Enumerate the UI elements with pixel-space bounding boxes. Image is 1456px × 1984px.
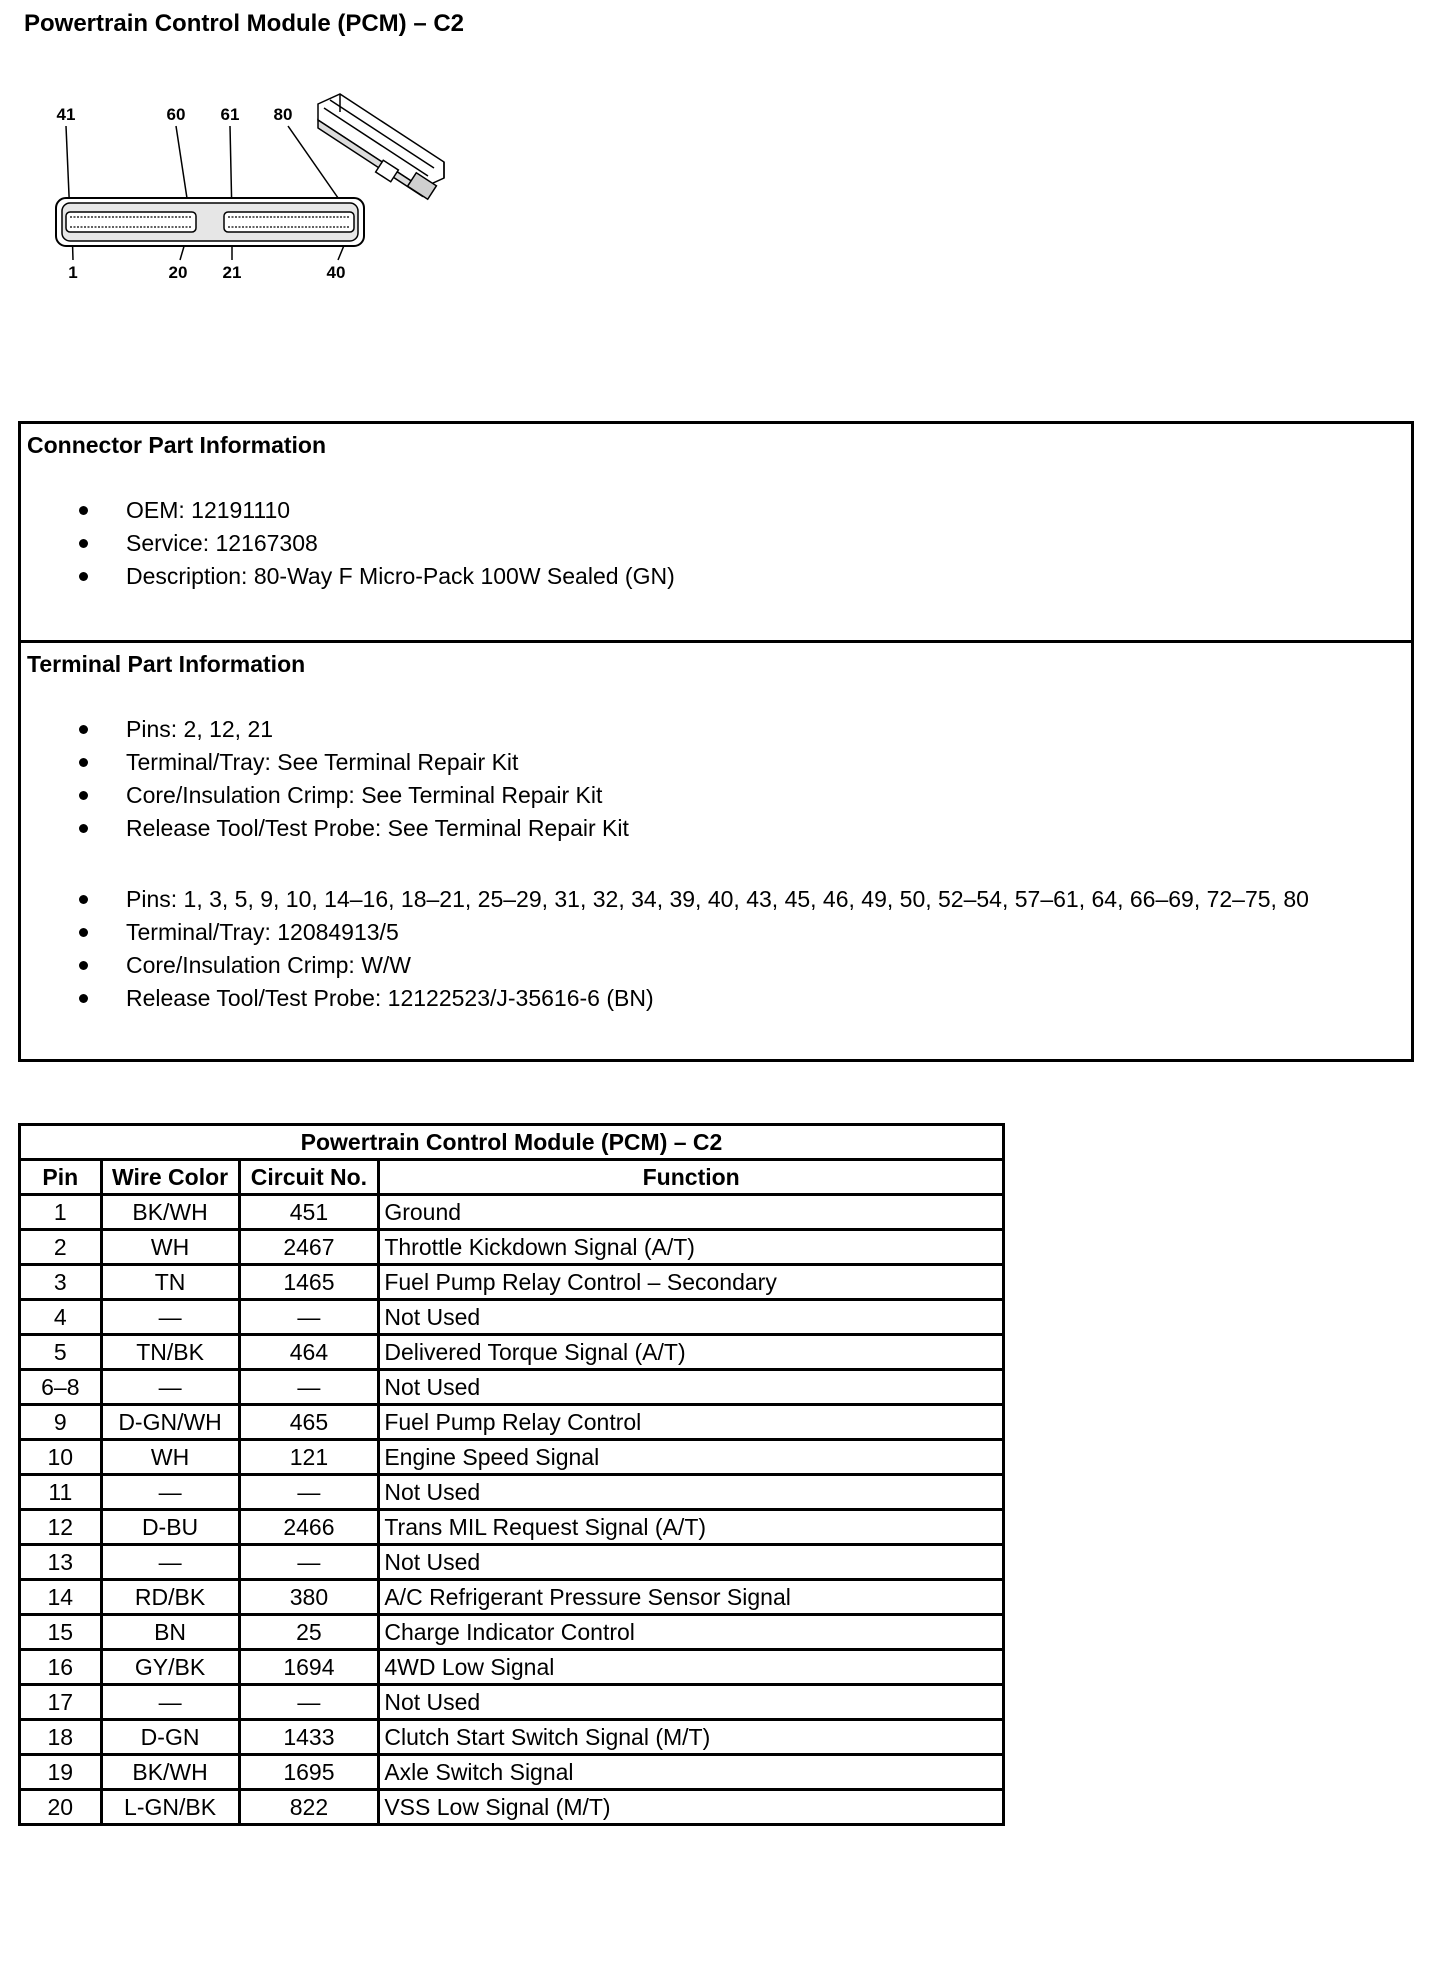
cell-pin: 14 bbox=[20, 1580, 102, 1615]
list-item: OEM: 12191110 bbox=[21, 494, 675, 527]
table-row bbox=[20, 1580, 1004, 1615]
cell-wire-color: BN bbox=[101, 1615, 239, 1650]
cell-circuit: 465 bbox=[239, 1405, 379, 1440]
cell-pin: 4 bbox=[20, 1300, 102, 1335]
cell-function: Ground bbox=[379, 1195, 1004, 1230]
cell-function: Clutch Start Switch Signal (M/T) bbox=[379, 1720, 1004, 1755]
cell-wire-color: — bbox=[101, 1370, 239, 1405]
table-row bbox=[20, 1545, 1004, 1580]
cell-circuit: 121 bbox=[239, 1440, 379, 1475]
cell-wire-color: — bbox=[101, 1685, 239, 1720]
cell-circuit: 25 bbox=[239, 1615, 379, 1650]
cell-pin: 12 bbox=[20, 1510, 102, 1545]
part-info-box bbox=[18, 421, 1414, 1062]
cell-wire-color: WH bbox=[101, 1440, 239, 1475]
cell-circuit: 1433 bbox=[239, 1720, 379, 1755]
connector-info-list bbox=[21, 494, 675, 593]
cell-circuit: 1694 bbox=[239, 1650, 379, 1685]
cell-function: Trans MIL Request Signal (A/T) bbox=[379, 1510, 1004, 1545]
column-header-pin: Pin bbox=[20, 1160, 102, 1195]
connector-diagram bbox=[40, 90, 460, 310]
pin-label-21: 21 bbox=[222, 263, 242, 282]
cell-function: Engine Speed Signal bbox=[379, 1440, 1004, 1475]
cell-pin: 15 bbox=[20, 1615, 102, 1650]
pin-label-61: 61 bbox=[220, 105, 240, 124]
table-row bbox=[20, 1475, 1004, 1510]
cell-wire-color: TN bbox=[101, 1265, 239, 1300]
cell-pin: 20 bbox=[20, 1790, 102, 1825]
table-row bbox=[20, 1405, 1004, 1440]
list-item: Description: 80-Way F Micro-Pack 100W Sealed (GN) bbox=[21, 560, 675, 593]
table-row bbox=[20, 1755, 1004, 1790]
list-item: Terminal/Tray: See Terminal Repair Kit bbox=[21, 746, 629, 779]
cell-function: Not Used bbox=[379, 1685, 1004, 1720]
cell-pin: 16 bbox=[20, 1650, 102, 1685]
cell-wire-color: D-BU bbox=[101, 1510, 239, 1545]
cell-circuit: 464 bbox=[239, 1335, 379, 1370]
pin-label-40: 40 bbox=[326, 263, 346, 282]
cell-pin: 5 bbox=[20, 1335, 102, 1370]
connector-info-heading: Connector Part Information bbox=[27, 432, 327, 458]
pin-table bbox=[18, 1123, 1005, 1826]
cell-wire-color: — bbox=[101, 1300, 239, 1335]
cell-circuit: 2466 bbox=[239, 1510, 379, 1545]
cell-function: VSS Low Signal (M/T) bbox=[379, 1790, 1004, 1825]
cell-circuit: — bbox=[239, 1370, 379, 1405]
table-row bbox=[20, 1615, 1004, 1650]
cell-circuit: — bbox=[239, 1685, 379, 1720]
cell-circuit: 822 bbox=[239, 1790, 379, 1825]
mating-plug-illustration bbox=[318, 94, 444, 199]
list-item: Pins: 1, 3, 5, 9, 10, 14–16, 18–21, 25–29, 31, 32, 34, 39, 40, 43, 45, 46, 49, 50, 52–54, 57–61, 64, 66–69, 72–75, 80 bbox=[21, 883, 1309, 916]
list-item: Service: 12167308 bbox=[21, 527, 675, 560]
cell-function: Not Used bbox=[379, 1475, 1004, 1510]
cell-pin: 18 bbox=[20, 1720, 102, 1755]
cell-circuit: — bbox=[239, 1475, 379, 1510]
page-title: Powertrain Control Module (PCM) – C2 bbox=[24, 10, 465, 37]
cell-circuit: — bbox=[239, 1300, 379, 1335]
cell-pin: 11 bbox=[20, 1475, 102, 1510]
table-row bbox=[20, 1230, 1004, 1265]
cell-circuit: 1695 bbox=[239, 1755, 379, 1790]
list-item: Release Tool/Test Probe: See Terminal Repair Kit bbox=[21, 812, 629, 845]
cell-pin: 17 bbox=[20, 1685, 102, 1720]
cell-wire-color: RD/BK bbox=[101, 1580, 239, 1615]
table-row bbox=[20, 1265, 1004, 1300]
column-header-function: Function bbox=[379, 1160, 1004, 1195]
cell-function: Axle Switch Signal bbox=[379, 1755, 1004, 1790]
list-item: Terminal/Tray: 12084913/5 bbox=[21, 916, 1309, 949]
pin-label-41: 41 bbox=[56, 105, 76, 124]
cell-function: 4WD Low Signal bbox=[379, 1650, 1004, 1685]
table-row bbox=[20, 1370, 1004, 1405]
list-item: Core/Insulation Crimp: W/W bbox=[21, 949, 1309, 982]
cell-wire-color: GY/BK bbox=[101, 1650, 239, 1685]
cell-circuit: — bbox=[239, 1545, 379, 1580]
table-row bbox=[20, 1790, 1004, 1825]
cell-wire-color: — bbox=[101, 1545, 239, 1580]
pin-table-caption: Powertrain Control Module (PCM) – C2 bbox=[20, 1125, 1004, 1160]
cell-function: Not Used bbox=[379, 1545, 1004, 1580]
cell-pin: 19 bbox=[20, 1755, 102, 1790]
cell-pin: 3 bbox=[20, 1265, 102, 1300]
connector-part-info bbox=[21, 424, 1411, 643]
table-row bbox=[20, 1195, 1004, 1230]
terminal-info-heading: Terminal Part Information bbox=[27, 651, 306, 677]
pin-table-body bbox=[20, 1195, 1004, 1825]
cell-pin: 13 bbox=[20, 1545, 102, 1580]
cell-circuit: 2467 bbox=[239, 1230, 379, 1265]
table-row bbox=[20, 1440, 1004, 1475]
connector-body bbox=[56, 198, 364, 246]
cell-function: Not Used bbox=[379, 1370, 1004, 1405]
list-item: Pins: 2, 12, 21 bbox=[21, 713, 629, 746]
cell-circuit: 451 bbox=[239, 1195, 379, 1230]
column-header-wire-color: Wire Color bbox=[101, 1160, 239, 1195]
cell-function: Not Used bbox=[379, 1300, 1004, 1335]
cell-function: Fuel Pump Relay Control bbox=[379, 1405, 1004, 1440]
pin-label-60: 60 bbox=[166, 105, 186, 124]
table-row bbox=[20, 1650, 1004, 1685]
cell-wire-color: TN/BK bbox=[101, 1335, 239, 1370]
cell-wire-color: L-GN/BK bbox=[101, 1790, 239, 1825]
cell-circuit: 1465 bbox=[239, 1265, 379, 1300]
cell-wire-color: WH bbox=[101, 1230, 239, 1265]
pin-label-20: 20 bbox=[168, 263, 188, 282]
column-header-circuit: Circuit No. bbox=[239, 1160, 379, 1195]
pin-label-1: 1 bbox=[68, 263, 78, 282]
pin-label-80: 80 bbox=[273, 105, 293, 124]
cell-function: Delivered Torque Signal (A/T) bbox=[379, 1335, 1004, 1370]
cell-function: A/C Refrigerant Pressure Sensor Signal bbox=[379, 1580, 1004, 1615]
cell-function: Charge Indicator Control bbox=[379, 1615, 1004, 1650]
cell-wire-color: D-GN/WH bbox=[101, 1405, 239, 1440]
cell-wire-color: BK/WH bbox=[101, 1195, 239, 1230]
table-row bbox=[20, 1335, 1004, 1370]
list-item: Release Tool/Test Probe: 12122523/J-35616-6 (BN) bbox=[21, 982, 1309, 1015]
cell-function: Fuel Pump Relay Control – Secondary bbox=[379, 1265, 1004, 1300]
table-row bbox=[20, 1510, 1004, 1545]
cell-pin: 9 bbox=[20, 1405, 102, 1440]
table-row bbox=[20, 1720, 1004, 1755]
cell-circuit: 380 bbox=[239, 1580, 379, 1615]
cell-pin: 10 bbox=[20, 1440, 102, 1475]
terminal-info-list-1 bbox=[21, 713, 629, 845]
cell-pin: 1 bbox=[20, 1195, 102, 1230]
cell-function: Throttle Kickdown Signal (A/T) bbox=[379, 1230, 1004, 1265]
terminal-part-info bbox=[21, 643, 1411, 1059]
cell-pin: 2 bbox=[20, 1230, 102, 1265]
table-row bbox=[20, 1685, 1004, 1720]
list-item: Core/Insulation Crimp: See Terminal Repair Kit bbox=[21, 779, 629, 812]
terminal-info-list-2 bbox=[21, 883, 1309, 1015]
cell-wire-color: D-GN bbox=[101, 1720, 239, 1755]
cell-pin: 6–8 bbox=[20, 1370, 102, 1405]
cell-wire-color: BK/WH bbox=[101, 1755, 239, 1790]
cell-wire-color: — bbox=[101, 1475, 239, 1510]
table-row bbox=[20, 1300, 1004, 1335]
